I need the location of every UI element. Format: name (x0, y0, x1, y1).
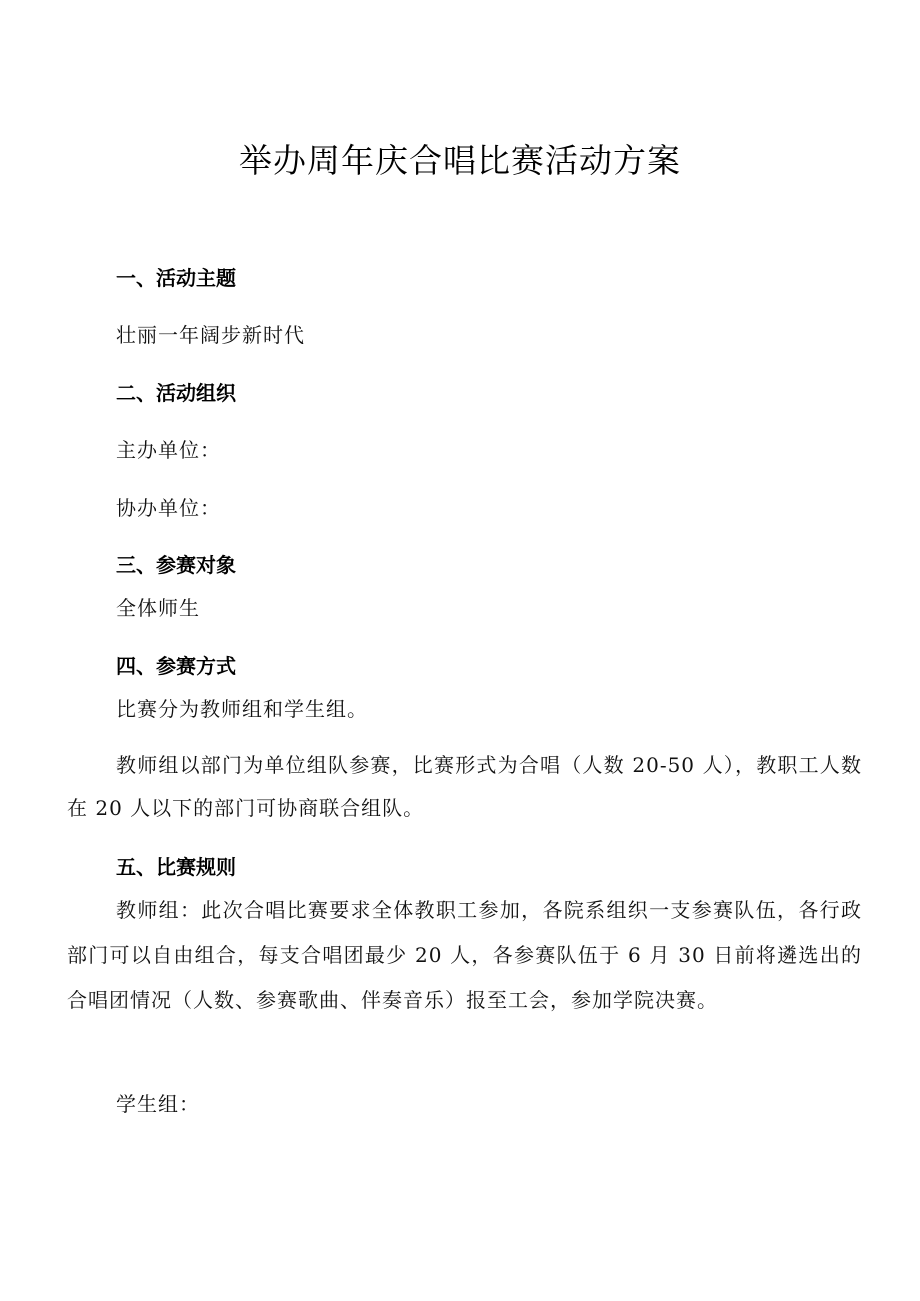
section-heading-participants: 三、参赛对象 (116, 553, 236, 577)
method-paragraph: 教师组以部门为单位组队参赛，比赛形式为合唱（人数 20-50 人），教职工人数在 20 人以下的部门可协商联合组队。 (67, 753, 862, 820)
section-heading-organization: 二、活动组织 (116, 381, 236, 405)
student-group-label: 学生组： (116, 1092, 200, 1116)
rules-paragraph: 教师组：此次合唱比赛要求全体教职工参加，各院系组织一支参赛队伍，各行政部门可以自由组合，每支合唱团最少 20 人，各参赛队伍于 6 月 30 日前将遴选出的合唱团情况（人数、参赛歌曲、伴奏音乐）报至工会，参加学院决赛。 (67, 898, 862, 1012)
method-text: 比赛分为教师组和学生组。 (116, 697, 368, 721)
organizer-label: 主办单位： (116, 438, 221, 462)
co-organizer-label: 协办单位： (116, 496, 221, 520)
section-heading-rules: 五、比赛规则 (116, 855, 236, 879)
section-heading-theme: 一、活动主题 (116, 266, 236, 290)
section-heading-method: 四、参赛方式 (116, 654, 236, 678)
participants-text: 全体师生 (116, 596, 200, 620)
document-title: 举办周年庆合唱比赛活动方案 (239, 141, 681, 180)
theme-text: 壮丽一年阔步新时代 (116, 323, 305, 347)
